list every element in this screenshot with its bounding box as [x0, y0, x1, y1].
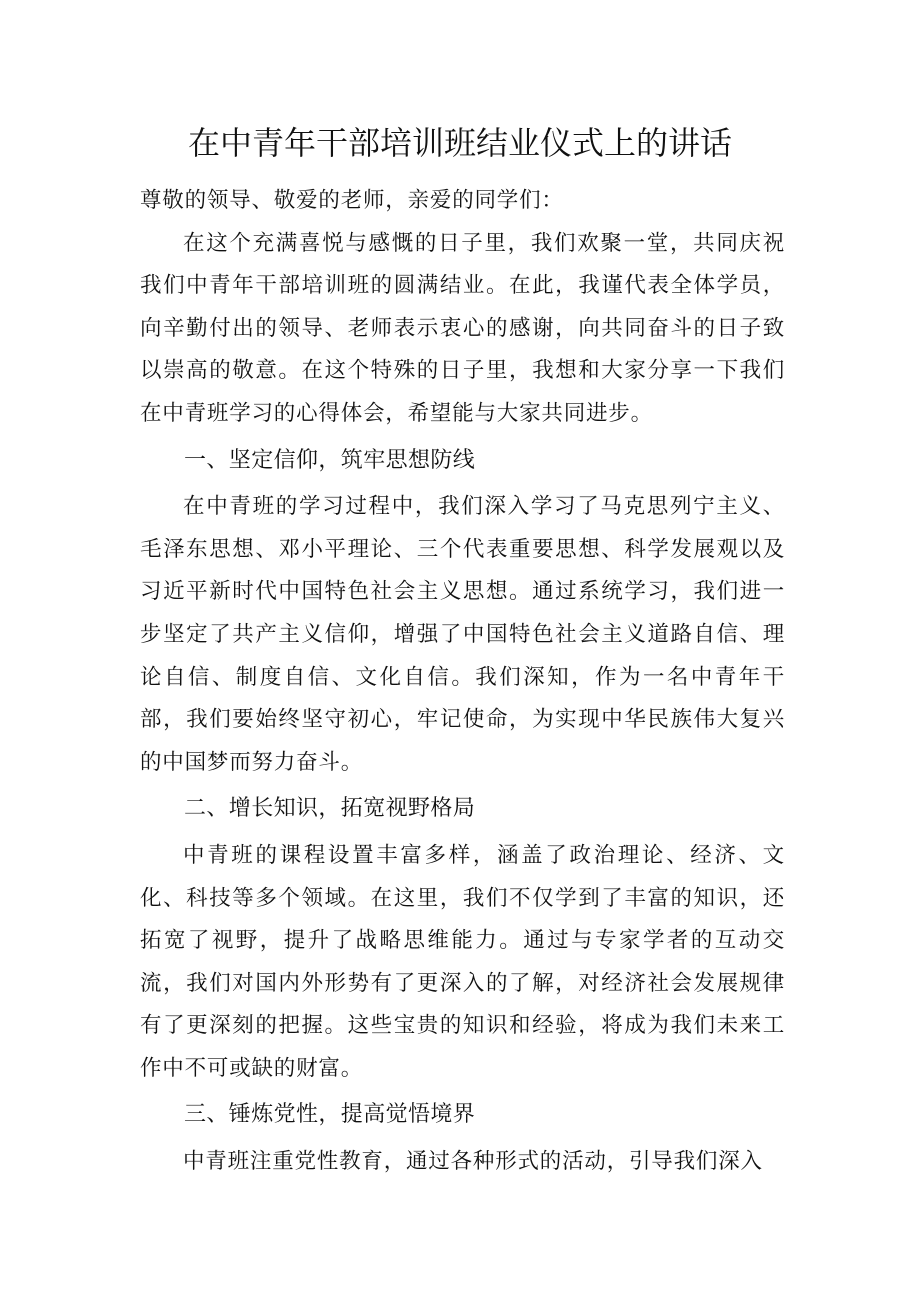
- document-body: [140, 180, 785, 1184]
- intro-paragraph: 在这个充满喜悦与感慨的日子里，我们欢聚一堂，共同庆祝我们中青年干部培训班的圆满结业。在此，我谨代表全体学员，向辛勤付出的领导、老师表示衷心的感谢，向共同奋斗的日子致以崇高的敬意。在这个特殊的日子里，我想和大家分享一下我们在中青班学习的心得体会，希望能与大家共同进步。: [140, 230, 785, 426]
- section-paragraph-1: 在中青班的学习过程中，我们深入学习了马克思列宁主义、毛泽东思想、邓小平理论、三个代表重要思想、科学发展观以及习近平新时代中国特色社会主义思想。通过系统学习，我们进一步坚定了共产主义信仰，增强了中国特色社会主义道路自信、理论自信、制度自信、文化自信。我们深知，作为一名中青年干部，我们要始终坚守初心，牢记使命，为实现中华民族伟大复兴的中国梦而努力奋斗。: [140, 494, 785, 775]
- section-paragraph-3: 中青班注重党性教育，通过各种形式的活动，引导我们深入: [183, 1149, 763, 1175]
- salutation: 尊敬的领导、敬爱的老师，亲爱的同学们：: [140, 188, 564, 213]
- section-heading-3: 三、锤炼党性，提高觉悟境界: [184, 1102, 476, 1128]
- section-heading-2: 二、增长知识，拓宽视野格局: [184, 796, 476, 822]
- section-heading-1: 一、坚定信仰，筑牢思想防线: [184, 447, 476, 473]
- document-title: 在中青年干部培训班结业仪式上的讲话: [187, 124, 732, 162]
- section-paragraph-2: 中青班的课程设置丰富多样，涵盖了政治理论、经济、文化、科技等多个领域。在这里，我们不仅学到了丰富的知识，还拓宽了视野，提升了战略思维能力。通过与专家学者的互动交流，我们对国内外形势有了更深入的了解，对经济社会发展规律有了更深刻的把握。这些宝贵的知识和经验，将成为我们未来工作中不可或缺的财富。: [140, 842, 785, 1081]
